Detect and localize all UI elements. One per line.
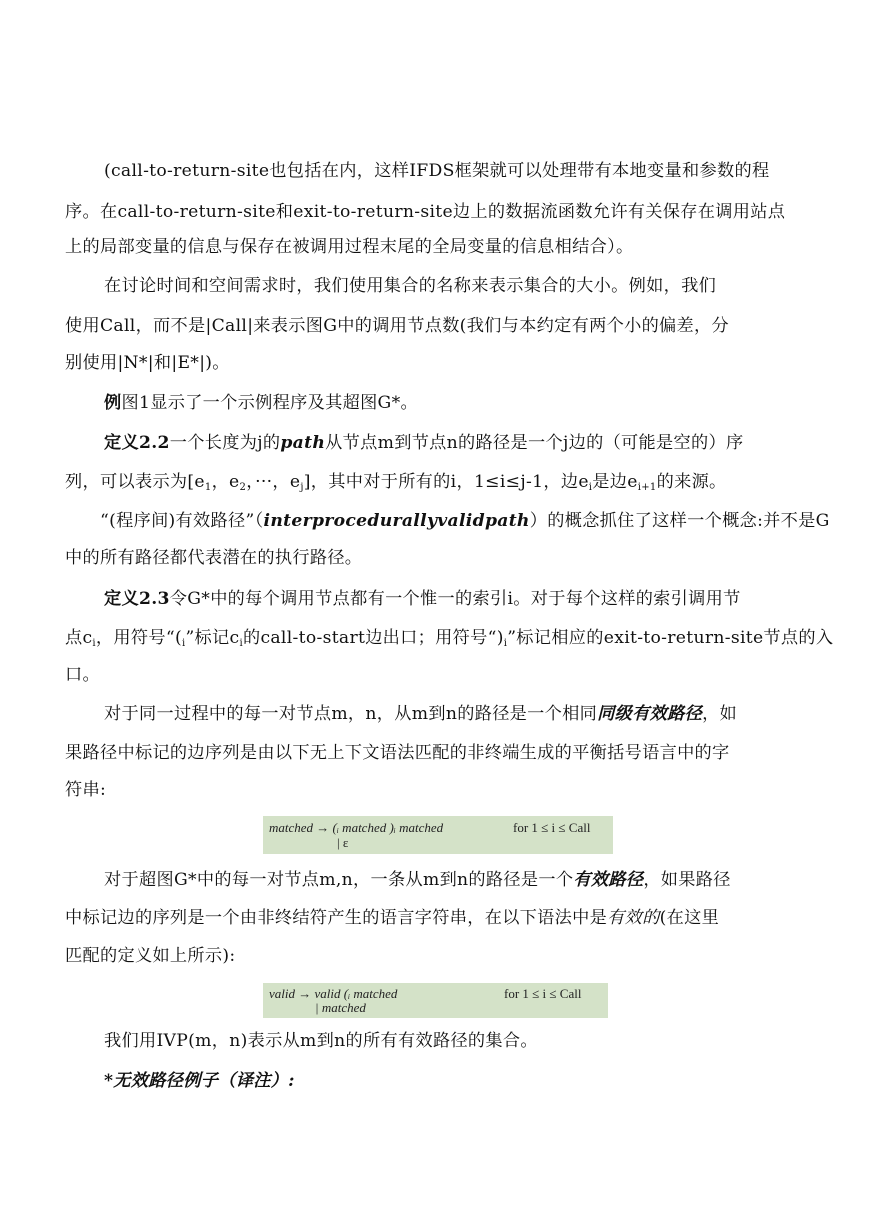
- grammar-matched-box: [263, 816, 613, 854]
- term-same-level-valid-path: 同级有效路径: [597, 704, 703, 724]
- text-run: ，用符号“(: [95, 628, 182, 648]
- text-run: ]，其中对于所有的i，1≤i≤j-1，边e: [303, 472, 589, 492]
- term-interprocedurally-valid-path: interprocedurallyvalidpath: [263, 511, 530, 531]
- text-run: 列，可以表示为[e: [65, 472, 205, 492]
- term-valid: 有效的: [607, 908, 660, 928]
- subscript: 2: [239, 482, 247, 493]
- grammar-condition: for 1 ≤ i ≤ Call: [504, 986, 582, 1001]
- paragraph-line: 别使用|N*|和|E*|)。: [65, 353, 230, 373]
- text-run: ”标记c: [185, 628, 240, 648]
- grammar-alternative: | matched: [315, 1000, 366, 1015]
- paragraph-line: 上的局部变量的信息与保存在被调用过程末尾的全局变量的信息相结合）。: [65, 237, 634, 257]
- paragraph-line: [104, 869, 731, 891]
- text-run: 中标记边的序列是一个由非终结符产生的语言字符串，在以下语法中是: [65, 908, 608, 928]
- text-run: ，如果路径: [643, 870, 731, 890]
- subscript: i: [503, 638, 508, 649]
- grammar-valid-box: [263, 983, 608, 1018]
- text-run: 的来源。: [656, 472, 727, 492]
- translator-note-heading: *无效路径例子（译注）:: [104, 1071, 295, 1091]
- text-run: ，e: [211, 472, 240, 492]
- definition-text: 一个长度为j的: [169, 433, 281, 453]
- text-run: ，如: [702, 704, 738, 724]
- paragraph-line: 符串:: [65, 780, 107, 800]
- text-run: 的call-to-start边出口；用符号“): [242, 628, 504, 648]
- grammar-rule: valid → valid (ᵢ matched: [269, 986, 398, 1001]
- text-run: 对于超图G*中的每一对节点m,n，一条从m到n的路径是一个: [104, 870, 574, 890]
- text-run: 点c: [65, 628, 93, 648]
- subscript: i: [181, 638, 186, 649]
- text-run: 是边e: [592, 472, 638, 492]
- paragraph-line: 使用Call，而不是|Call|来表示图G中的调用节点数(我们与本约定有两个小的偏差，分: [65, 316, 730, 336]
- subscript: 1: [204, 482, 212, 493]
- paragraph-line: 我们用IVP(m，n)表示从m到n的所有有效路径的集合。: [104, 1031, 538, 1051]
- definition-text: 从节点m到节点n的路径是一个j边的（可能是空的）序: [325, 433, 744, 453]
- subscript: j: [300, 482, 304, 493]
- paragraph-line: [104, 703, 737, 725]
- text-run: “(程序间)有效路径”（: [100, 511, 264, 531]
- definition-label: 定义2.3: [104, 589, 170, 609]
- paragraph-line: 匹配的定义如上所示):: [65, 946, 236, 966]
- grammar-rule: matched → (ᵢ matched )ᵢ matched: [269, 820, 444, 835]
- paragraph-line: [65, 471, 727, 499]
- text-run: 对于同一过程中的每一对节点m，n，从m到n的路径是一个相同: [104, 704, 598, 724]
- subscript: i: [92, 638, 96, 649]
- text-run: ，···，e: [246, 472, 301, 492]
- paragraph-line: 序。在call-to-return-site和exit-to-return-site边上的数据流函数允许有关保存在调用站点: [65, 202, 786, 222]
- example-text: 图1显示了一个示例程序及其超图G*。: [121, 393, 418, 413]
- term-valid-path: 有效路径: [573, 870, 644, 890]
- definition-text: 令G*中的每个调用节点都有一个惟一的索引i。对于每个这样的索引调用节: [169, 589, 741, 609]
- definition-2-2-line: [104, 432, 743, 454]
- grammar-condition: for 1 ≤ i ≤ Call: [513, 820, 591, 835]
- paragraph-line: 在讨论时间和空间需求时，我们使用集合的名称来表示集合的大小。例如，我们: [104, 276, 717, 296]
- paragraph-line: [65, 627, 833, 655]
- definition-label: 定义2.2: [104, 433, 170, 453]
- subscript: i+1: [637, 482, 657, 493]
- example-label: 例: [104, 393, 122, 413]
- text-run: (在这里: [659, 908, 720, 928]
- grammar-alternative: | ε: [337, 835, 349, 850]
- paragraph-line: (call-to-return-site也包括在内，这样IFDS框架就可以处理带有本地变量和参数的程: [104, 161, 770, 181]
- paragraph-line: [65, 907, 719, 929]
- text-run: ”标记相应的exit-to-return-site节点的入: [507, 628, 834, 648]
- paragraph-line: 中的所有路径都代表潜在的执行路径。: [65, 548, 363, 568]
- example-line: [104, 392, 418, 414]
- paragraph-line: 口。: [65, 665, 100, 685]
- text-run: ）的概念抓住了这样一个概念:并不是G: [529, 511, 830, 531]
- paragraph-line: 果路径中标记的边序列是由以下无上下文语法匹配的非终端生成的平衡括号语言中的字: [65, 743, 730, 763]
- term-path: path: [280, 433, 326, 453]
- paragraph-line: [100, 510, 830, 532]
- subscript: i: [239, 638, 243, 649]
- definition-2-3-line: [104, 588, 741, 610]
- subscript: i: [588, 482, 593, 493]
